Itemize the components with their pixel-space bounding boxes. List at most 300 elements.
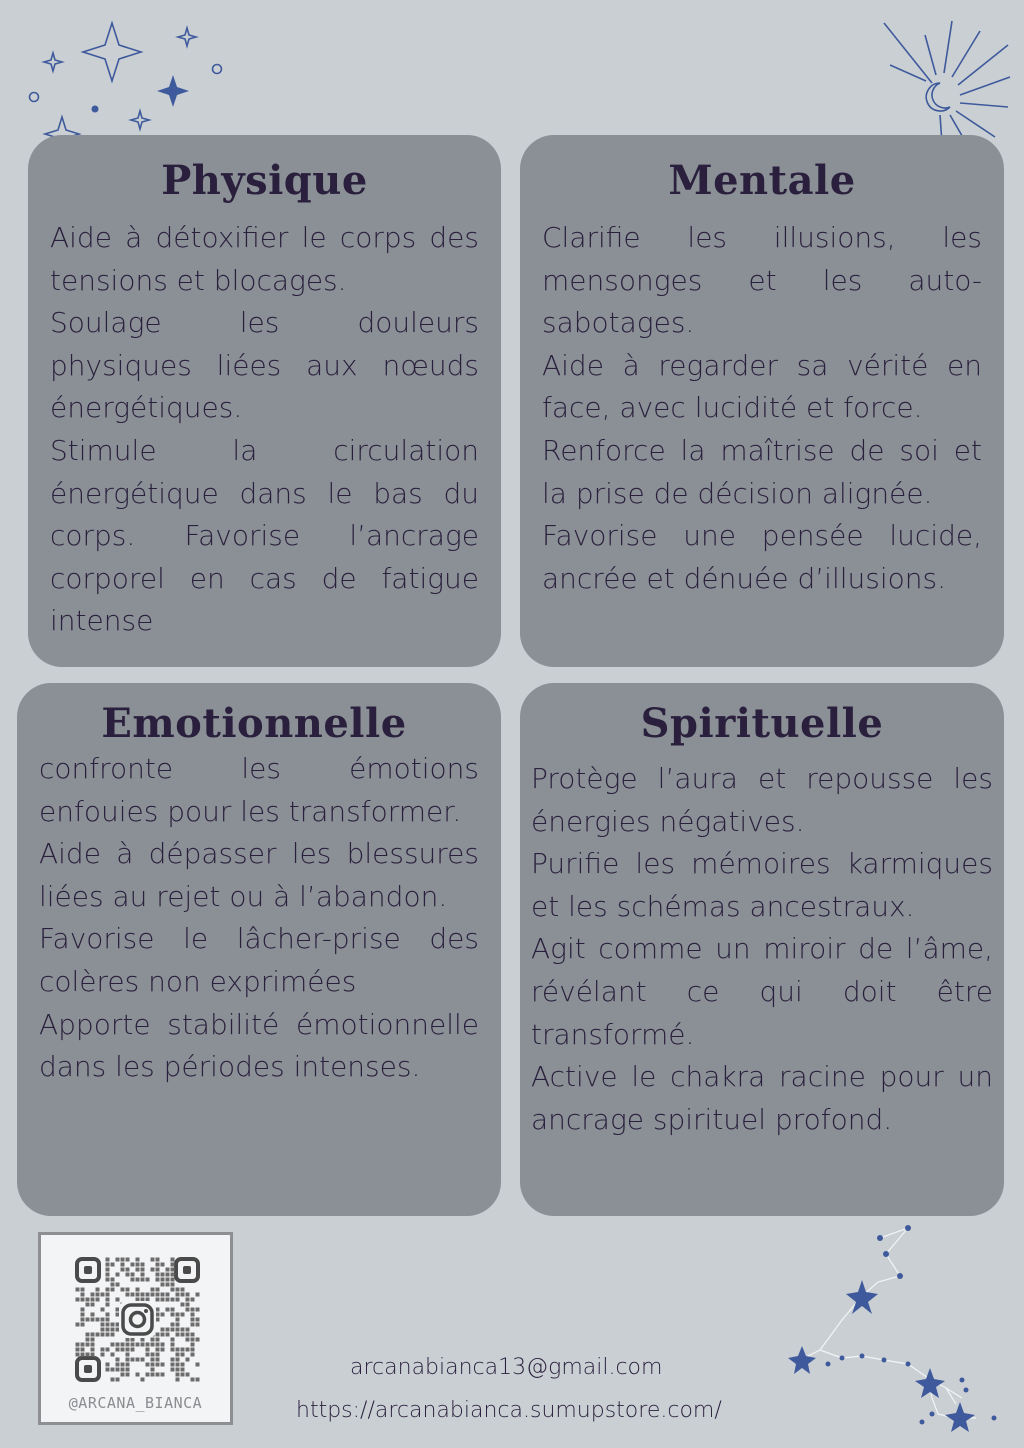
qr-module <box>126 1348 130 1352</box>
card-paragraph: Renforce la maîtrise de soi et la prise de décision alignée. <box>542 433 982 510</box>
qr-module <box>176 1318 180 1322</box>
qr-module <box>106 1323 110 1327</box>
qr-module <box>176 1373 180 1377</box>
qr-module <box>181 1288 185 1292</box>
qr-module <box>186 1338 190 1342</box>
card-paragraph: confronte les émotions enfouies pour les transformer. <box>39 752 479 828</box>
qr-module <box>111 1333 115 1337</box>
qr-module <box>186 1298 190 1302</box>
qr-module <box>136 1288 140 1292</box>
card-emotionnelle <box>17 683 501 1216</box>
constellation-icon <box>780 1218 1010 1438</box>
qr-module <box>161 1343 165 1347</box>
qr-module <box>166 1283 170 1287</box>
qr-module <box>96 1333 100 1337</box>
qr-module <box>76 1298 80 1302</box>
card-physique <box>28 135 501 667</box>
qr-module <box>181 1328 185 1332</box>
qr-module <box>106 1333 110 1337</box>
card-spirituelle <box>520 683 1004 1216</box>
qr-module <box>81 1313 85 1317</box>
qr-module <box>181 1363 185 1367</box>
qr-module <box>126 1353 130 1357</box>
qr-module <box>121 1288 125 1292</box>
contact-url[interactable]: https://arcanabianca.sumupstore.com/ <box>296 1398 722 1423</box>
qr-module <box>131 1338 135 1342</box>
qr-module <box>191 1333 195 1337</box>
qr-module <box>166 1293 170 1297</box>
qr-module <box>146 1343 150 1347</box>
qr-module <box>101 1323 105 1327</box>
qr-module <box>151 1288 155 1292</box>
card-paragraph: Soulage les douleurs physiques liées aux nœuds énergétiques. <box>50 306 479 425</box>
qr-module <box>171 1328 175 1332</box>
qr-module <box>131 1358 135 1362</box>
qr-module <box>171 1298 175 1302</box>
instagram-handle: @ARCANA_BIANCA <box>68 1394 203 1412</box>
card-body-mentale <box>542 217 982 600</box>
card-title-mentale: Mentale <box>668 157 856 204</box>
qr-module <box>166 1333 170 1337</box>
qr-module <box>156 1338 160 1342</box>
qr-module <box>181 1373 185 1377</box>
qr-module <box>126 1258 130 1262</box>
qr-module <box>191 1338 195 1342</box>
qr-module <box>166 1308 170 1312</box>
qr-module <box>151 1353 155 1357</box>
qr-module <box>151 1368 155 1372</box>
qr-module <box>141 1338 145 1342</box>
qr-module <box>196 1378 200 1382</box>
qr-module <box>111 1368 115 1372</box>
qr-module <box>151 1268 155 1272</box>
qr-module <box>161 1348 165 1352</box>
qr-module <box>156 1308 160 1312</box>
qr-module <box>91 1298 95 1302</box>
qr-module <box>196 1293 200 1297</box>
qr-module <box>111 1263 115 1267</box>
qr-module <box>126 1293 130 1297</box>
qr-module <box>196 1308 200 1312</box>
qr-module <box>126 1273 130 1277</box>
qr-module <box>106 1288 110 1292</box>
qr-module <box>126 1268 130 1272</box>
qr-module <box>111 1328 115 1332</box>
qr-module <box>136 1278 140 1282</box>
card-title-emotionnelle: Emotionnelle <box>101 700 407 747</box>
qr-module <box>156 1363 160 1367</box>
qr-module <box>81 1318 85 1322</box>
card-paragraph: Clarifie les illusions, les mensonges et les auto-sabotages. <box>542 221 982 340</box>
qr-module <box>161 1273 165 1277</box>
qr-module <box>131 1343 135 1347</box>
qr-module <box>141 1343 145 1347</box>
qr-module <box>91 1303 95 1307</box>
qr-module <box>106 1263 110 1267</box>
qr-module <box>171 1313 175 1317</box>
qr-module <box>146 1293 150 1297</box>
card-body-physique <box>50 217 479 643</box>
qr-module <box>186 1373 190 1377</box>
qr-module <box>106 1273 110 1277</box>
qr-module <box>76 1343 80 1347</box>
qr-module <box>191 1323 195 1327</box>
card-paragraph: Aide à détoxifier le corps des tensions et blocages. <box>50 221 479 297</box>
qr-module <box>86 1303 90 1307</box>
qr-module <box>181 1293 185 1297</box>
qr-module <box>181 1313 185 1317</box>
qr-module <box>126 1358 130 1362</box>
qr-module <box>141 1268 145 1272</box>
qr-module <box>176 1293 180 1297</box>
qr-module <box>156 1298 160 1302</box>
qr-module <box>171 1343 175 1347</box>
qr-module <box>161 1363 165 1367</box>
card-paragraph: Favorise le lâcher-prise des colères non exprimées <box>39 922 479 998</box>
qr-module <box>131 1273 135 1277</box>
qr-module <box>131 1278 135 1282</box>
qr-module <box>176 1323 180 1327</box>
qr-module <box>191 1313 195 1317</box>
qr-module <box>171 1273 175 1277</box>
qr-module <box>106 1348 110 1352</box>
qr-module <box>101 1308 105 1312</box>
qr-module <box>96 1298 100 1302</box>
qr-module <box>181 1368 185 1372</box>
qr-module <box>106 1258 110 1262</box>
qr-module <box>196 1338 200 1342</box>
qr-module <box>81 1348 85 1352</box>
qr-module <box>156 1373 160 1377</box>
qr-module <box>181 1333 185 1337</box>
qr-module <box>136 1258 140 1262</box>
qr-module <box>141 1273 145 1277</box>
qr-module <box>191 1378 195 1382</box>
qr-module <box>96 1293 100 1297</box>
qr-module <box>101 1353 105 1357</box>
qr-module <box>161 1373 165 1377</box>
qr-module <box>91 1318 95 1322</box>
qr-module <box>186 1348 190 1352</box>
qr-module <box>146 1348 150 1352</box>
qr-module <box>171 1308 175 1312</box>
qr-module <box>146 1353 150 1357</box>
qr-module <box>116 1368 120 1372</box>
qr-module <box>91 1338 95 1342</box>
qr-module <box>191 1353 195 1357</box>
qr-module <box>106 1298 110 1302</box>
qr-module <box>131 1348 135 1352</box>
qr-module <box>166 1268 170 1272</box>
qr-module <box>171 1363 175 1367</box>
qr-module <box>176 1368 180 1372</box>
qr-module <box>136 1268 140 1272</box>
qr-module <box>111 1278 115 1282</box>
qr-module <box>156 1293 160 1297</box>
qr-module <box>91 1348 95 1352</box>
qr-module <box>186 1293 190 1297</box>
qr-module <box>176 1358 180 1362</box>
qr-module <box>136 1358 140 1362</box>
qr-module <box>101 1318 105 1322</box>
qr-module <box>151 1363 155 1367</box>
qr-module <box>166 1278 170 1282</box>
qr-module <box>106 1278 110 1282</box>
qr-module <box>176 1313 180 1317</box>
qr-module <box>171 1283 175 1287</box>
qr-module <box>156 1258 160 1262</box>
qr-module <box>106 1363 110 1367</box>
qr-module <box>116 1358 120 1362</box>
qr-module <box>76 1288 80 1292</box>
qr-module <box>191 1298 195 1302</box>
qr-module <box>151 1293 155 1297</box>
qr-module <box>171 1288 175 1292</box>
qr-module <box>146 1373 150 1377</box>
qr-module <box>186 1308 190 1312</box>
qr-module <box>136 1293 140 1297</box>
qr-module <box>111 1283 115 1287</box>
qr-code-pattern <box>75 1257 200 1382</box>
qr-module <box>146 1363 150 1367</box>
qr-module <box>91 1353 95 1357</box>
card-body-emotionnelle <box>39 748 479 1089</box>
qr-module <box>121 1373 125 1377</box>
qr-module <box>86 1333 90 1337</box>
qr-module <box>181 1348 185 1352</box>
qr-module <box>76 1353 80 1357</box>
qr-module <box>116 1273 120 1277</box>
qr-module <box>171 1368 175 1372</box>
qr-module <box>91 1333 95 1337</box>
qr-module <box>76 1323 80 1327</box>
qr-module <box>81 1323 85 1327</box>
card-paragraph: Active le chakra racine pour un ancrage spirituel profond. <box>531 1060 993 1136</box>
qr-module <box>146 1278 150 1282</box>
qr-module <box>101 1348 105 1352</box>
qr-module <box>196 1323 200 1327</box>
card-title-physique: Physique <box>161 157 368 204</box>
qr-module <box>116 1323 120 1327</box>
card-paragraph: Purifie les mémoires karmiques et les schémas ancestraux. <box>531 847 993 923</box>
card-body-spirituelle <box>531 758 993 1141</box>
qr-module <box>121 1268 125 1272</box>
qr-module <box>116 1363 120 1367</box>
qr-module <box>96 1288 100 1292</box>
qr-module <box>161 1328 165 1332</box>
qr-module <box>136 1343 140 1347</box>
qr-module <box>171 1258 175 1262</box>
qr-module <box>161 1333 165 1337</box>
qr-module <box>126 1373 130 1377</box>
qr-module <box>111 1353 115 1357</box>
qr-module <box>186 1333 190 1337</box>
qr-module <box>91 1343 95 1347</box>
qr-module <box>151 1338 155 1342</box>
card-paragraph: Stimule la circulation énergétique dans le bas du corps. Favorise l’ancrage corporel en cas de fatigue intense <box>50 433 479 638</box>
card-paragraph: Protège l’aura et repousse les énergies négatives. <box>531 762 993 838</box>
qr-module <box>106 1268 110 1272</box>
qr-module <box>186 1358 190 1362</box>
qr-module <box>171 1323 175 1327</box>
qr-module <box>141 1263 145 1267</box>
qr-module <box>116 1298 120 1302</box>
qr-module <box>196 1318 200 1322</box>
card-title-spirituelle: Spirituelle <box>640 700 884 747</box>
qr-module <box>191 1318 195 1322</box>
contact-email[interactable]: arcanabianca13@gmail.com <box>350 1355 663 1380</box>
qr-module <box>156 1358 160 1362</box>
qr-module <box>81 1353 85 1357</box>
qr-module <box>106 1303 110 1307</box>
qr-module <box>106 1313 110 1317</box>
qr-module <box>176 1333 180 1337</box>
qr-module <box>196 1363 200 1367</box>
qr-module <box>111 1378 115 1382</box>
qr-module <box>191 1348 195 1352</box>
qr-module <box>161 1313 165 1317</box>
qr-module <box>86 1318 90 1322</box>
qr-module <box>81 1308 85 1312</box>
qr-module <box>126 1363 130 1367</box>
qr-module <box>101 1333 105 1337</box>
qr-module <box>181 1303 185 1307</box>
qr-module <box>156 1278 160 1282</box>
qr-module <box>156 1268 160 1272</box>
qr-module <box>91 1313 95 1317</box>
qr-module <box>176 1348 180 1352</box>
qr-module <box>86 1298 90 1302</box>
qr-module <box>156 1313 160 1317</box>
qr-module <box>96 1318 100 1322</box>
qr-module <box>156 1348 160 1352</box>
qr-module <box>121 1343 125 1347</box>
qr-module <box>116 1328 120 1332</box>
qr-module <box>116 1283 120 1287</box>
qr-module <box>151 1258 155 1262</box>
qr-module <box>136 1373 140 1377</box>
card-mentale <box>520 135 1004 667</box>
qr-module <box>191 1343 195 1347</box>
qr-module <box>116 1378 120 1382</box>
qr-module <box>101 1328 105 1332</box>
qr-module <box>111 1288 115 1292</box>
qr-module <box>116 1313 120 1317</box>
qr-module <box>141 1358 145 1362</box>
qr-module <box>156 1273 160 1277</box>
qr-module <box>151 1343 155 1347</box>
qr-module <box>181 1353 185 1357</box>
qr-module <box>141 1278 145 1282</box>
qr-module <box>166 1298 170 1302</box>
qr-module <box>136 1263 140 1267</box>
qr-module <box>161 1278 165 1282</box>
qr-module <box>176 1363 180 1367</box>
qr-module <box>191 1308 195 1312</box>
qr-module <box>111 1343 115 1347</box>
qr-module <box>176 1328 180 1332</box>
qr-module <box>121 1348 125 1352</box>
qr-module <box>141 1378 145 1382</box>
qr-module <box>141 1293 145 1297</box>
qr-module <box>166 1328 170 1332</box>
card-paragraph: Aide à dépasser les blessures liées au rejet ou à l’abandon. <box>39 837 479 913</box>
qr-module <box>81 1293 85 1297</box>
qr-module <box>121 1258 125 1262</box>
qr-module <box>171 1278 175 1282</box>
qr-module <box>141 1298 145 1302</box>
card-paragraph: Favorise une pensée lucide, ancrée et dénuée d’illusions. <box>542 519 982 595</box>
qr-module <box>171 1268 175 1272</box>
qr-module <box>126 1368 130 1372</box>
qr-module <box>156 1353 160 1357</box>
qr-module <box>81 1288 85 1292</box>
qr-module <box>81 1343 85 1347</box>
qr-module <box>101 1293 105 1297</box>
qr-module <box>106 1293 110 1297</box>
qr-module <box>176 1298 180 1302</box>
qr-module <box>111 1323 115 1327</box>
qr-module <box>121 1368 125 1372</box>
qr-module <box>76 1348 80 1352</box>
card-paragraph: Apporte stabilité émotionnelle dans les périodes intenses. <box>39 1007 479 1084</box>
qr-module <box>106 1328 110 1332</box>
qr-module <box>156 1343 160 1347</box>
qr-module <box>116 1308 120 1312</box>
qr-module <box>106 1368 110 1372</box>
qr-module <box>121 1363 125 1367</box>
qr-module <box>166 1273 170 1277</box>
qr-module <box>171 1358 175 1362</box>
qr-module <box>126 1338 130 1342</box>
qr-module <box>161 1283 165 1287</box>
qr-module <box>161 1293 165 1297</box>
qr-module <box>171 1263 175 1267</box>
qr-module <box>86 1343 90 1347</box>
qr-module <box>161 1298 165 1302</box>
card-paragraph: Agit comme un miroir de l’âme, révélant ce qui doit être transformé. <box>531 932 993 1051</box>
qr-module <box>106 1318 110 1322</box>
qr-module <box>156 1288 160 1292</box>
qr-module <box>136 1298 140 1302</box>
qr-module <box>176 1353 180 1357</box>
qr-module <box>186 1328 190 1332</box>
qr-module <box>86 1353 90 1357</box>
qr-module <box>176 1288 180 1292</box>
instagram-qr-code[interactable] <box>38 1232 233 1425</box>
qr-module <box>171 1338 175 1342</box>
qr-module <box>91 1293 95 1297</box>
qr-module <box>116 1258 120 1262</box>
qr-module <box>151 1373 155 1377</box>
qr-module <box>156 1333 160 1337</box>
qr-module <box>126 1343 130 1347</box>
qr-module <box>156 1263 160 1267</box>
qr-module <box>186 1303 190 1307</box>
qr-module <box>171 1348 175 1352</box>
qr-module <box>116 1348 120 1352</box>
qr-module <box>176 1378 180 1382</box>
qr-module <box>81 1298 85 1302</box>
qr-module <box>151 1358 155 1362</box>
qr-module <box>121 1263 125 1267</box>
qr-module <box>116 1343 120 1347</box>
qr-module <box>156 1318 160 1322</box>
qr-module <box>161 1263 165 1267</box>
card-paragraph: Aide à regarder sa vérité en face, avec lucidité et force. <box>542 348 982 425</box>
qr-module <box>131 1293 135 1297</box>
qr-module <box>146 1298 150 1302</box>
